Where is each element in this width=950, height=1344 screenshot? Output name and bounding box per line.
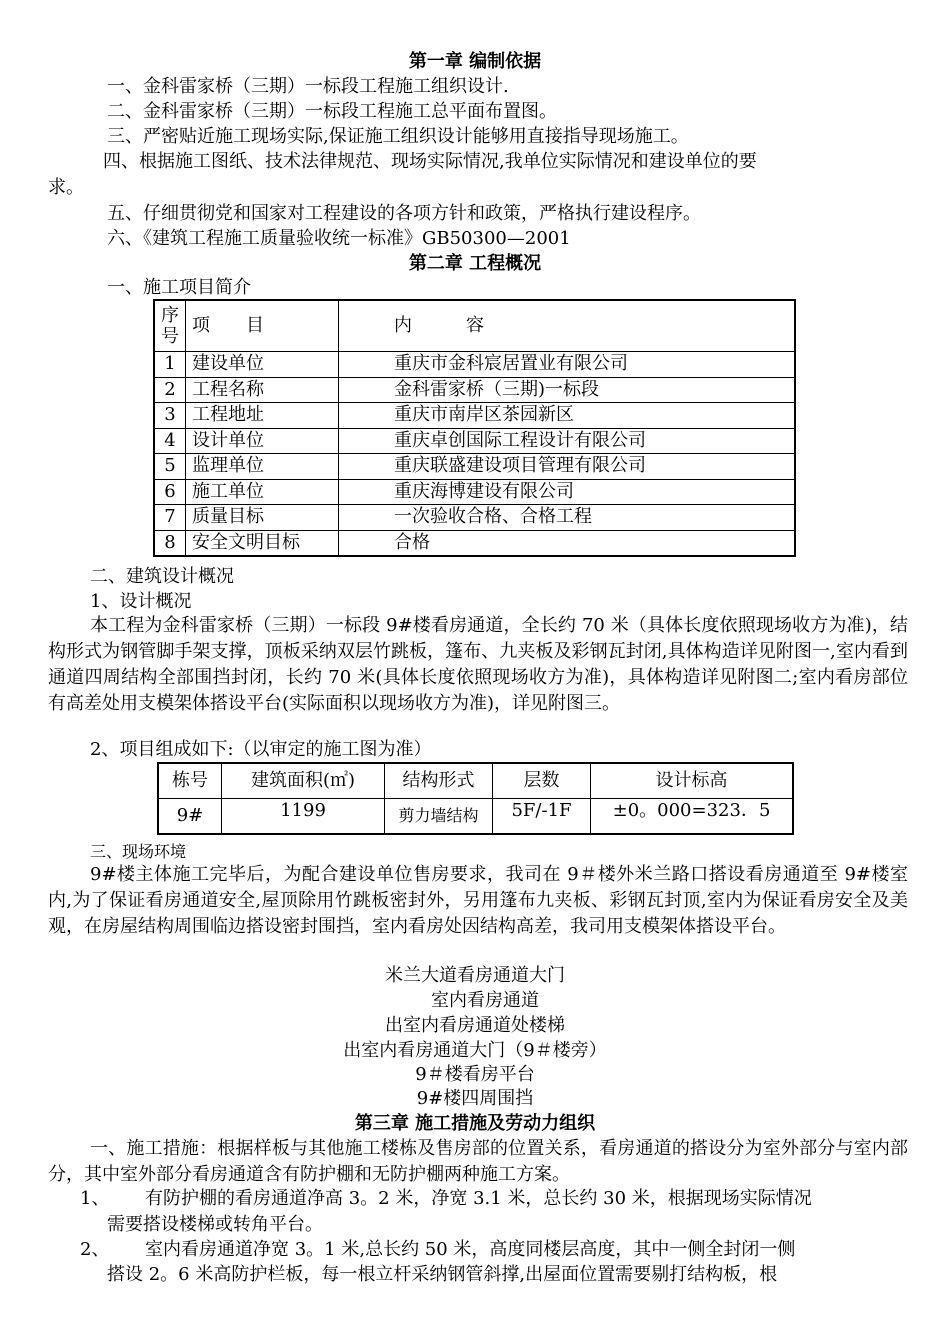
building-table <box>157 762 794 835</box>
chapter2-title: 第二章 工程概况 <box>408 253 542 274</box>
table-row: 1 建设单位 重庆市金科宸居置业有限公司 <box>154 352 795 378</box>
basis-item-2: 二、金科雷家桥（三期）一标段工程施工总平面布置图。 <box>107 101 557 122</box>
design-paragraph: 本工程为金科雷家桥（三期）一标段 9#楼看房通道，全长约 70 米（具体长度依照现场收方为准)，结构形式为钢管脚手架支撑，顶板采纳双层竹跳板，篷布、九夹板及彩钢瓦封闭,具体构造详见附图一,室内看到通道四周结构全部围挡封闭，长约 70 米(具体长度依照现场收方为准)，具体构造详见附图二;室内看房部位有高差处用支模架体搭设平台(实际面积以现场收方为准)，详见附图三。 <box>48 615 908 714</box>
basis-item-6: 六、《建筑工程施工质量验收统一标准》GB50300—2001 <box>107 228 571 249</box>
table-row: 2 工程名称 金科雷家桥（三期)一标段 <box>154 377 795 403</box>
chapter3-title: 第三章 施工措施及劳动力组织 <box>354 1113 596 1134</box>
table-row: 8 安全文明目标 合格 <box>154 530 795 556</box>
measures-intro: 一、施工措施：根据样板与其他施工楼栋及售房部的位置关系，看房通道的搭设分为室外部分与室内部分，其中室外部分看房通道含有防护棚和无防护棚两种施工方案。 <box>48 1138 908 1185</box>
basis-item-4-cont: 求。 <box>48 177 84 198</box>
measure-1-line1: 有防护棚的看房通道净高 3。2 米，净宽 3.1 米，总长约 30 米，根据现场实际情况 <box>145 1188 812 1209</box>
table-row: 5 监理单位 重庆联盛建设项目管理有限公司 <box>154 454 795 480</box>
subsection-composition: 2、项目组成如下:（以审定的施工图为准） <box>90 739 432 760</box>
basis-item-1: 一、金科雷家桥（三期）一标段工程施工组织设计. <box>107 76 509 97</box>
header-content: 内 容 <box>339 300 796 352</box>
photo-caption-3: 出室内看房通道处楼梯 <box>385 1015 565 1036</box>
table-header-row <box>154 300 795 352</box>
header-item: 项 目 <box>186 300 339 352</box>
table-row: 3 工程地址 重庆市南岸区茶园新区 <box>154 403 795 429</box>
basis-item-5: 五、仔细贯彻党和国家对工程建设的各项方针和政策，严格执行建设程序。 <box>107 203 701 224</box>
photo-caption-6: 9#楼四周围挡 <box>416 1088 534 1109</box>
measure-1-num: 1、 <box>80 1188 110 1209</box>
measure-2-line1: 室内看房通道净宽 3。1 米,总长约 50 米，高度同楼层高度，其中一侧全封闭一侧 <box>145 1239 796 1260</box>
table-row: 9# 1199 剪力墙结构 5F/-1F ±0。000=323．5 <box>158 799 793 835</box>
photo-caption-2: 室内看房通道 <box>431 990 539 1011</box>
basis-item-3: 三、严密贴近施工现场实际,保证施工组织设计能够用直接指导现场施工。 <box>107 126 689 147</box>
measure-2-num: 2、 <box>80 1239 110 1260</box>
measure-1-line2: 需要搭设楼梯或转角平台。 <box>107 1214 323 1235</box>
section-architecture: 二、建筑设计概况 <box>90 566 234 587</box>
basis-item-4: 四、根据施工图纸、技术法律规范、现场实际情况,我单位实际情况和建设单位的要 <box>103 151 757 172</box>
site-env-paragraph: 9#楼主体施工完毕后，为配合建设单位售房要求，我司在 9＃楼外米兰路口搭设看房通道至 9#楼室内,为了保证看房通道安全,屋顶除用竹跳板密封外，另用篷布九夹板、彩钢瓦封顶,室内为保证看房安全及美观，在房屋结构周围临边搭设密封围挡，室内看房处因结构高差，我司用支模架体搭设平台。 <box>48 864 908 937</box>
table-header-row: 栋号 建筑面积(㎡) 结构形式 层数 设计标高 <box>158 763 793 799</box>
subsection-design: 1、设计概况 <box>90 591 192 612</box>
measure-2-line2: 搭设 2。6 米高防护栏板，每一根立杆采纳钢管斜撑,出屋面位置需要剔打结构板，根 <box>107 1264 778 1285</box>
photo-caption-4: 出室内看房通道大门（9＃楼旁） <box>343 1040 607 1061</box>
section-project-intro: 一、施工项目简介 <box>107 277 251 298</box>
table-row: 7 质量目标 一次验收合格、合格工程 <box>154 505 795 531</box>
photo-caption-1: 米兰大道看房通道大门 <box>385 965 565 986</box>
section-site-env: 三、现场环境 <box>90 842 187 861</box>
photo-caption-5: 9＃楼看房平台 <box>415 1064 535 1085</box>
header-no: 序号 <box>154 300 186 352</box>
table-row: 4 设计单位 重庆卓创国际工程设计有限公司 <box>154 428 795 454</box>
chapter1-title: 第一章 编制依据 <box>408 51 542 72</box>
project-info-table <box>153 299 796 557</box>
table-row: 6 施工单位 重庆海博建设有限公司 <box>154 479 795 505</box>
